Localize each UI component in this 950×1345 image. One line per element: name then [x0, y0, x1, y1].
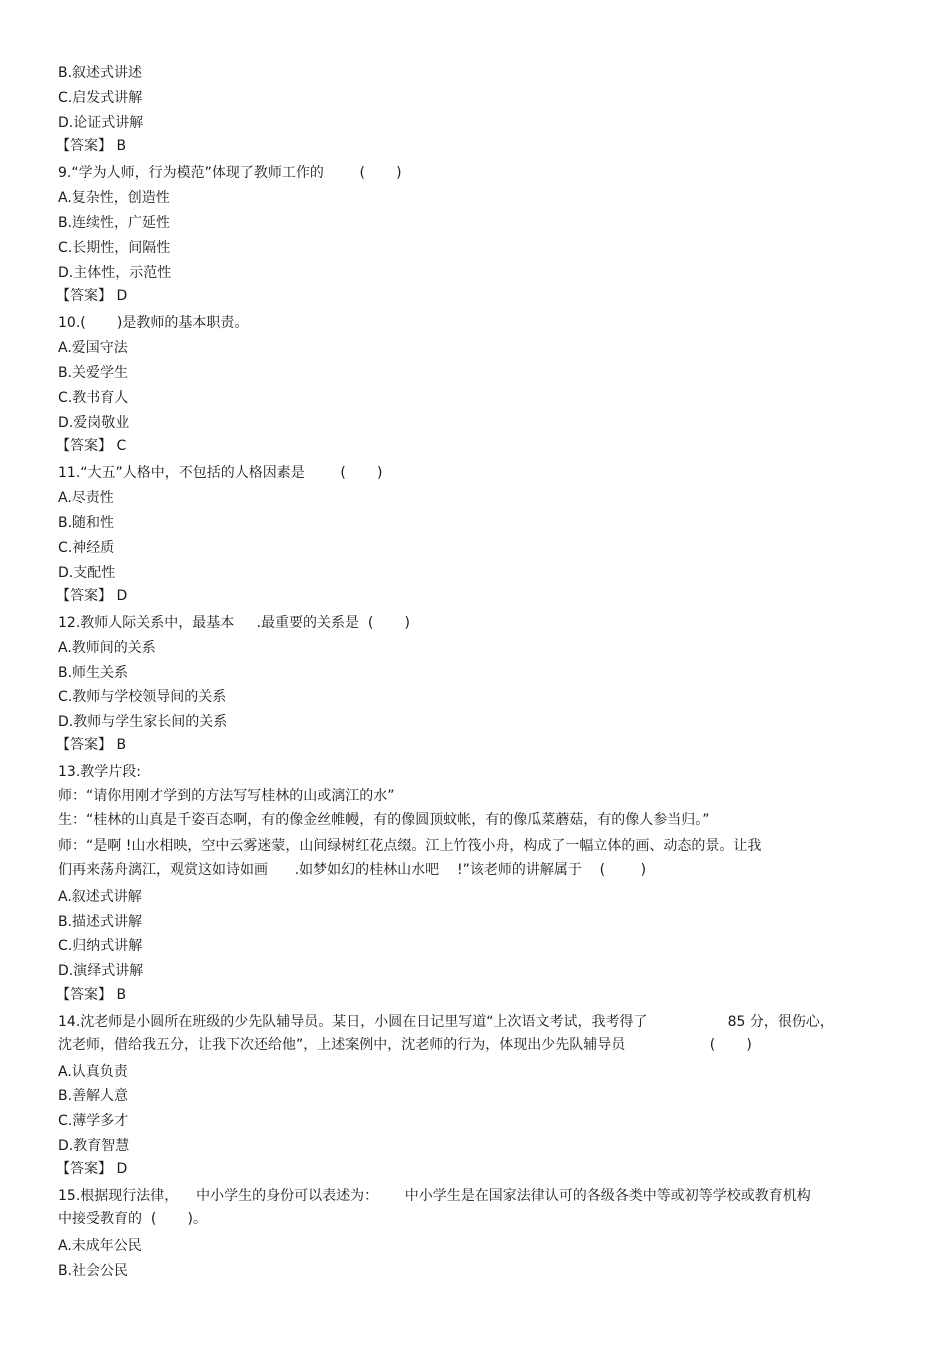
answer-line: 【答案】 B — [56, 138, 127, 154]
question-line: 中接受教育的 ( )。 — [58, 1211, 207, 1227]
answer-line: 【答案】 D — [56, 1161, 128, 1177]
question-line: 9.“学为人师，行为模范”体现了教师工作的 ( ) — [58, 165, 402, 181]
option-line: A.复杂性，创造性 — [58, 190, 170, 206]
option-line: B.师生关系 — [58, 665, 129, 681]
answer-line: 【答案】 C — [56, 438, 127, 454]
question-line: 15.根据现行法律， 中小学生的身份可以表述为： 中小学生是在国家法律认可的各级各类中等或初等学校或教育机构 — [58, 1188, 811, 1204]
option-line: B.善解人意 — [58, 1088, 129, 1104]
option-line: C.长期性，间隔性 — [58, 240, 171, 256]
option-line: C.神经质 — [58, 540, 115, 556]
option-line: D.主体性，示范性 — [58, 265, 172, 281]
answer-line: 【答案】 D — [56, 288, 128, 304]
option-line: A.教师间的关系 — [58, 640, 156, 656]
option-line: D.论证式讲解 — [58, 115, 144, 131]
answer-line: 【答案】 D — [56, 588, 128, 604]
option-line: A.认真负责 — [58, 1064, 128, 1080]
question-line: 10.( )是教师的基本职责。 — [58, 315, 249, 331]
question-line: 13.教学片段: — [58, 764, 141, 780]
passage-line: 们再来荡舟漓江，观赏这如诗如画 .如梦如幻的桂林山水吧 !”该老师的讲解属于 ( ) — [58, 862, 647, 878]
option-line: C.教师与学校领导间的关系 — [58, 689, 227, 705]
option-line: C.启发式讲解 — [58, 90, 143, 106]
option-line: D.支配性 — [58, 565, 116, 581]
option-line: A.爱国守法 — [58, 340, 128, 356]
option-line: B.随和性 — [58, 515, 115, 531]
option-line: D.教师与学生家长间的关系 — [58, 714, 228, 730]
answer-line: 【答案】 B — [56, 987, 127, 1003]
option-line: D.爱岗敬业 — [58, 415, 130, 431]
passage-line: 生：“桂林的山真是千姿百态啊，有的像金丝帷幔，有的像圆顶蚊帐，有的像瓜菜蘑菇，有的像人参当归。” — [58, 812, 710, 828]
option-line: C.教书育人 — [58, 390, 129, 406]
option-line: C.薄学多才 — [58, 1113, 129, 1129]
question-line: 12.教师人际关系中，最基本 .最重要的关系是 ( ) — [58, 615, 410, 631]
option-line: B.描述式讲解 — [58, 914, 143, 930]
question-line: 14.沈老师是小圆所在班级的少先队辅导员。某日，小圆在日记里写道“上次语文考试，我考得了 85 分，很伤心， — [58, 1014, 834, 1030]
option-line: B.关爱学生 — [58, 365, 129, 381]
question-line: 11.“大五”人格中，不包括的人格因素是 ( ) — [58, 465, 383, 481]
option-line: A.尽责性 — [58, 490, 114, 506]
option-line: C.归纳式讲解 — [58, 938, 143, 954]
passage-line: 师：“请你用刚才学到的方法写写桂林的山或漓江的水” — [58, 788, 395, 804]
question-line: 沈老师，借给我五分，让我下次还给他”，上述案例中，沈老师的行为，体现出少先队辅导员 ( ) — [58, 1037, 752, 1053]
option-line: A.未成年公民 — [58, 1238, 142, 1254]
option-line: B.社会公民 — [58, 1263, 129, 1279]
answer-line: 【答案】 B — [56, 737, 127, 753]
option-line: A.叙述式讲解 — [58, 889, 142, 905]
option-line: B.叙述式讲述 — [58, 65, 143, 81]
option-line: D.教育智慧 — [58, 1138, 130, 1154]
passage-line: 师：“是啊 !山水相映，空中云雾迷蒙，山间绿树红花点缀。江上竹筏小舟，构成了一幅立体的画、动态的景。让我 — [58, 838, 762, 854]
option-line: D.演绎式讲解 — [58, 963, 144, 979]
option-line: B.连续性，广延性 — [58, 215, 171, 231]
